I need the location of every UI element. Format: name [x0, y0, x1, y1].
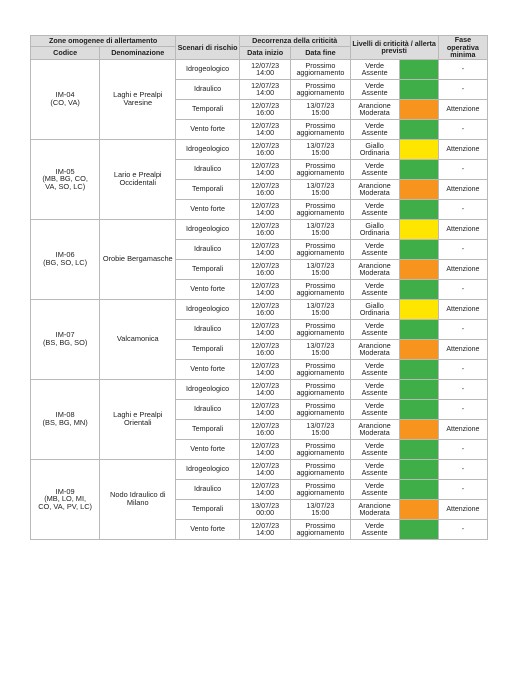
alert-color-swatch	[399, 159, 438, 179]
start-date: 12/07/23 14:00	[239, 399, 290, 419]
alert-level: Verde Assente	[350, 119, 399, 139]
start-date: 12/07/23 16:00	[239, 179, 290, 199]
alert-level: Verde Assente	[350, 79, 399, 99]
alert-color-swatch	[399, 199, 438, 219]
alert-level: Giallo Ordinaria	[350, 139, 399, 159]
alert-color-swatch	[399, 99, 438, 119]
name-header: Denominazione	[100, 46, 176, 59]
risk-scenario: Temporali	[176, 179, 240, 199]
risk-scenario: Temporali	[176, 499, 240, 519]
end-date: Prossimo aggiornamento	[291, 239, 350, 259]
period-header: Decorrenza della criticità	[239, 36, 350, 47]
risk-scenario: Temporali	[176, 339, 240, 359]
start-date: 12/07/23 16:00	[239, 259, 290, 279]
start-date: 12/07/23 14:00	[239, 199, 290, 219]
risk-scenario: Temporali	[176, 259, 240, 279]
code-header: Codice	[31, 46, 100, 59]
risk-scenario: Idraulico	[176, 479, 240, 499]
zone-name: Orobie Bergamasche	[100, 219, 176, 299]
start-date: 12/07/23 14:00	[239, 279, 290, 299]
operative-phase: -	[438, 119, 487, 139]
zone-code: IM-05 (MB, BG, CO, VA, SO, LC)	[31, 139, 100, 219]
alert-level: Verde Assente	[350, 159, 399, 179]
end-date: Prossimo aggiornamento	[291, 159, 350, 179]
zone-code: IM-09 (MB, LO, MI, CO, VA, PV, LC)	[31, 459, 100, 539]
operative-phase: -	[438, 319, 487, 339]
operative-phase: Attenzione	[438, 299, 487, 319]
operative-phase: -	[438, 479, 487, 499]
end-date: Prossimo aggiornamento	[291, 199, 350, 219]
end-date: 13/07/23 15:00	[291, 299, 350, 319]
start-header: Data inizio	[239, 46, 290, 59]
start-date: 12/07/23 16:00	[239, 419, 290, 439]
start-date: 12/07/23 14:00	[239, 159, 290, 179]
end-date: Prossimo aggiornamento	[291, 439, 350, 459]
operative-phase: -	[438, 439, 487, 459]
risk-scenario: Vento forte	[176, 439, 240, 459]
risk-scenario: Vento forte	[176, 519, 240, 539]
alert-level: Giallo Ordinaria	[350, 299, 399, 319]
end-date: 13/07/23 15:00	[291, 139, 350, 159]
alert-level: Verde Assente	[350, 479, 399, 499]
risk-scenario: Idrogeologico	[176, 139, 240, 159]
zone-group-header: Zone omogenee di allertamento	[31, 36, 176, 47]
alert-level: Arancione Moderata	[350, 419, 399, 439]
start-date: 12/07/23 14:00	[239, 519, 290, 539]
end-date: 13/07/23 15:00	[291, 179, 350, 199]
operative-phase: -	[438, 59, 487, 79]
alert-color-swatch	[399, 359, 438, 379]
alert-level: Verde Assente	[350, 519, 399, 539]
alert-level: Giallo Ordinaria	[350, 219, 399, 239]
alert-color-swatch	[399, 279, 438, 299]
operative-phase: -	[438, 459, 487, 479]
risk-scenario: Idraulico	[176, 319, 240, 339]
start-date: 12/07/23 16:00	[239, 139, 290, 159]
operative-phase: Attenzione	[438, 139, 487, 159]
zone-name: Nodo Idraulico di Milano	[100, 459, 176, 539]
alert-color-swatch	[399, 319, 438, 339]
end-date: Prossimo aggiornamento	[291, 519, 350, 539]
alert-level: Arancione Moderata	[350, 259, 399, 279]
alert-level: Verde Assente	[350, 59, 399, 79]
alert-level: Arancione Moderata	[350, 339, 399, 359]
table-row	[31, 139, 488, 159]
start-date: 12/07/23 16:00	[239, 299, 290, 319]
alert-level: Arancione Moderata	[350, 179, 399, 199]
operative-phase: -	[438, 159, 487, 179]
start-date: 12/07/23 14:00	[239, 359, 290, 379]
alert-color-swatch	[399, 399, 438, 419]
start-date: 12/07/23 16:00	[239, 339, 290, 359]
table-body	[31, 59, 488, 539]
risk-scenario: Vento forte	[176, 199, 240, 219]
alert-level: Verde Assente	[350, 399, 399, 419]
risk-scenario: Idraulico	[176, 79, 240, 99]
alert-level: Verde Assente	[350, 439, 399, 459]
risk-scenario: Idraulico	[176, 399, 240, 419]
end-date: Prossimo aggiornamento	[291, 359, 350, 379]
zone-code: IM-07 (BS, BG, SO)	[31, 299, 100, 379]
alert-level: Verde Assente	[350, 459, 399, 479]
risk-scenario: Vento forte	[176, 119, 240, 139]
alert-color-swatch	[399, 339, 438, 359]
end-header: Data fine	[291, 46, 350, 59]
operative-phase: -	[438, 399, 487, 419]
operative-phase: Attenzione	[438, 499, 487, 519]
end-date: 13/07/23 15:00	[291, 339, 350, 359]
alert-color-swatch	[399, 259, 438, 279]
table-row	[31, 299, 488, 319]
risk-scenario: Idrogeologico	[176, 379, 240, 399]
start-date: 12/07/23 14:00	[239, 119, 290, 139]
table-row	[31, 459, 488, 479]
alert-level: Arancione Moderata	[350, 499, 399, 519]
zone-name: Laghi e Prealpi Varesine	[100, 59, 176, 139]
alert-level: Verde Assente	[350, 379, 399, 399]
end-date: 13/07/23 15:00	[291, 219, 350, 239]
risk-scenario: Idraulico	[176, 159, 240, 179]
risk-scenario: Idrogeologico	[176, 299, 240, 319]
risk-scenario: Temporali	[176, 99, 240, 119]
alert-color-swatch	[399, 179, 438, 199]
end-date: 13/07/23 15:00	[291, 259, 350, 279]
alert-color-swatch	[399, 299, 438, 319]
start-date: 12/07/23 14:00	[239, 319, 290, 339]
end-date: Prossimo aggiornamento	[291, 399, 350, 419]
end-date: Prossimo aggiornamento	[291, 379, 350, 399]
scenario-header: Scenari di rischio	[176, 36, 240, 60]
operative-phase: -	[438, 359, 487, 379]
start-date: 12/07/23 14:00	[239, 239, 290, 259]
operative-phase: Attenzione	[438, 219, 487, 239]
phase-header: Fase operativa minima	[438, 36, 487, 60]
alert-level: Verde Assente	[350, 319, 399, 339]
risk-scenario: Idraulico	[176, 239, 240, 259]
alert-level: Verde Assente	[350, 279, 399, 299]
table-row	[31, 59, 488, 79]
alert-color-swatch	[399, 139, 438, 159]
level-header: Livelli di criticità / allerta previsti	[350, 36, 438, 60]
end-date: Prossimo aggiornamento	[291, 79, 350, 99]
alert-color-swatch	[399, 479, 438, 499]
operative-phase: -	[438, 239, 487, 259]
alert-color-swatch	[399, 459, 438, 479]
operative-phase: Attenzione	[438, 419, 487, 439]
risk-scenario: Vento forte	[176, 359, 240, 379]
operative-phase: Attenzione	[438, 259, 487, 279]
start-date: 12/07/23 14:00	[239, 479, 290, 499]
start-date: 12/07/23 14:00	[239, 59, 290, 79]
risk-scenario: Temporali	[176, 419, 240, 439]
alert-color-swatch	[399, 499, 438, 519]
start-date: 12/07/23 16:00	[239, 219, 290, 239]
end-date: 13/07/23 15:00	[291, 99, 350, 119]
alert-level: Arancione Moderata	[350, 99, 399, 119]
alert-color-swatch	[399, 219, 438, 239]
risk-scenario: Vento forte	[176, 279, 240, 299]
alert-level: Verde Assente	[350, 199, 399, 219]
alert-table	[30, 35, 488, 540]
start-date: 12/07/23 14:00	[239, 439, 290, 459]
operative-phase: Attenzione	[438, 339, 487, 359]
alert-level: Verde Assente	[350, 239, 399, 259]
end-date: Prossimo aggiornamento	[291, 459, 350, 479]
start-date: 12/07/23 14:00	[239, 79, 290, 99]
alert-color-swatch	[399, 79, 438, 99]
end-date: Prossimo aggiornamento	[291, 59, 350, 79]
table-row	[31, 219, 488, 239]
operative-phase: -	[438, 199, 487, 219]
risk-scenario: Idrogeologico	[176, 59, 240, 79]
end-date: Prossimo aggiornamento	[291, 119, 350, 139]
zone-name: Laghi e Prealpi Orientali	[100, 379, 176, 459]
table-header	[31, 36, 488, 60]
end-date: Prossimo aggiornamento	[291, 479, 350, 499]
zone-name: Valcamonica	[100, 299, 176, 379]
alert-level: Verde Assente	[350, 359, 399, 379]
start-date: 13/07/23 00:00	[239, 499, 290, 519]
zone-code: IM-06 (BG, SO, LC)	[31, 219, 100, 299]
zone-name: Lario e Prealpi Occidentali	[100, 139, 176, 219]
end-date: 13/07/23 15:00	[291, 419, 350, 439]
alert-color-swatch	[399, 519, 438, 539]
alert-color-swatch	[399, 59, 438, 79]
alert-color-swatch	[399, 239, 438, 259]
alert-color-swatch	[399, 419, 438, 439]
start-date: 12/07/23 14:00	[239, 459, 290, 479]
zone-code: IM-04 (CO, VA)	[31, 59, 100, 139]
alert-color-swatch	[399, 119, 438, 139]
start-date: 12/07/23 14:00	[239, 379, 290, 399]
operative-phase: -	[438, 279, 487, 299]
operative-phase: Attenzione	[438, 179, 487, 199]
zone-code: IM-08 (BS, BG, MN)	[31, 379, 100, 459]
risk-scenario: Idrogeologico	[176, 459, 240, 479]
end-date: Prossimo aggiornamento	[291, 319, 350, 339]
operative-phase: -	[438, 79, 487, 99]
alert-color-swatch	[399, 439, 438, 459]
operative-phase: -	[438, 519, 487, 539]
alert-color-swatch	[399, 379, 438, 399]
table-row	[31, 379, 488, 399]
operative-phase: -	[438, 379, 487, 399]
start-date: 12/07/23 16:00	[239, 99, 290, 119]
end-date: Prossimo aggiornamento	[291, 279, 350, 299]
end-date: 13/07/23 15:00	[291, 499, 350, 519]
operative-phase: Attenzione	[438, 99, 487, 119]
risk-scenario: Idrogeologico	[176, 219, 240, 239]
